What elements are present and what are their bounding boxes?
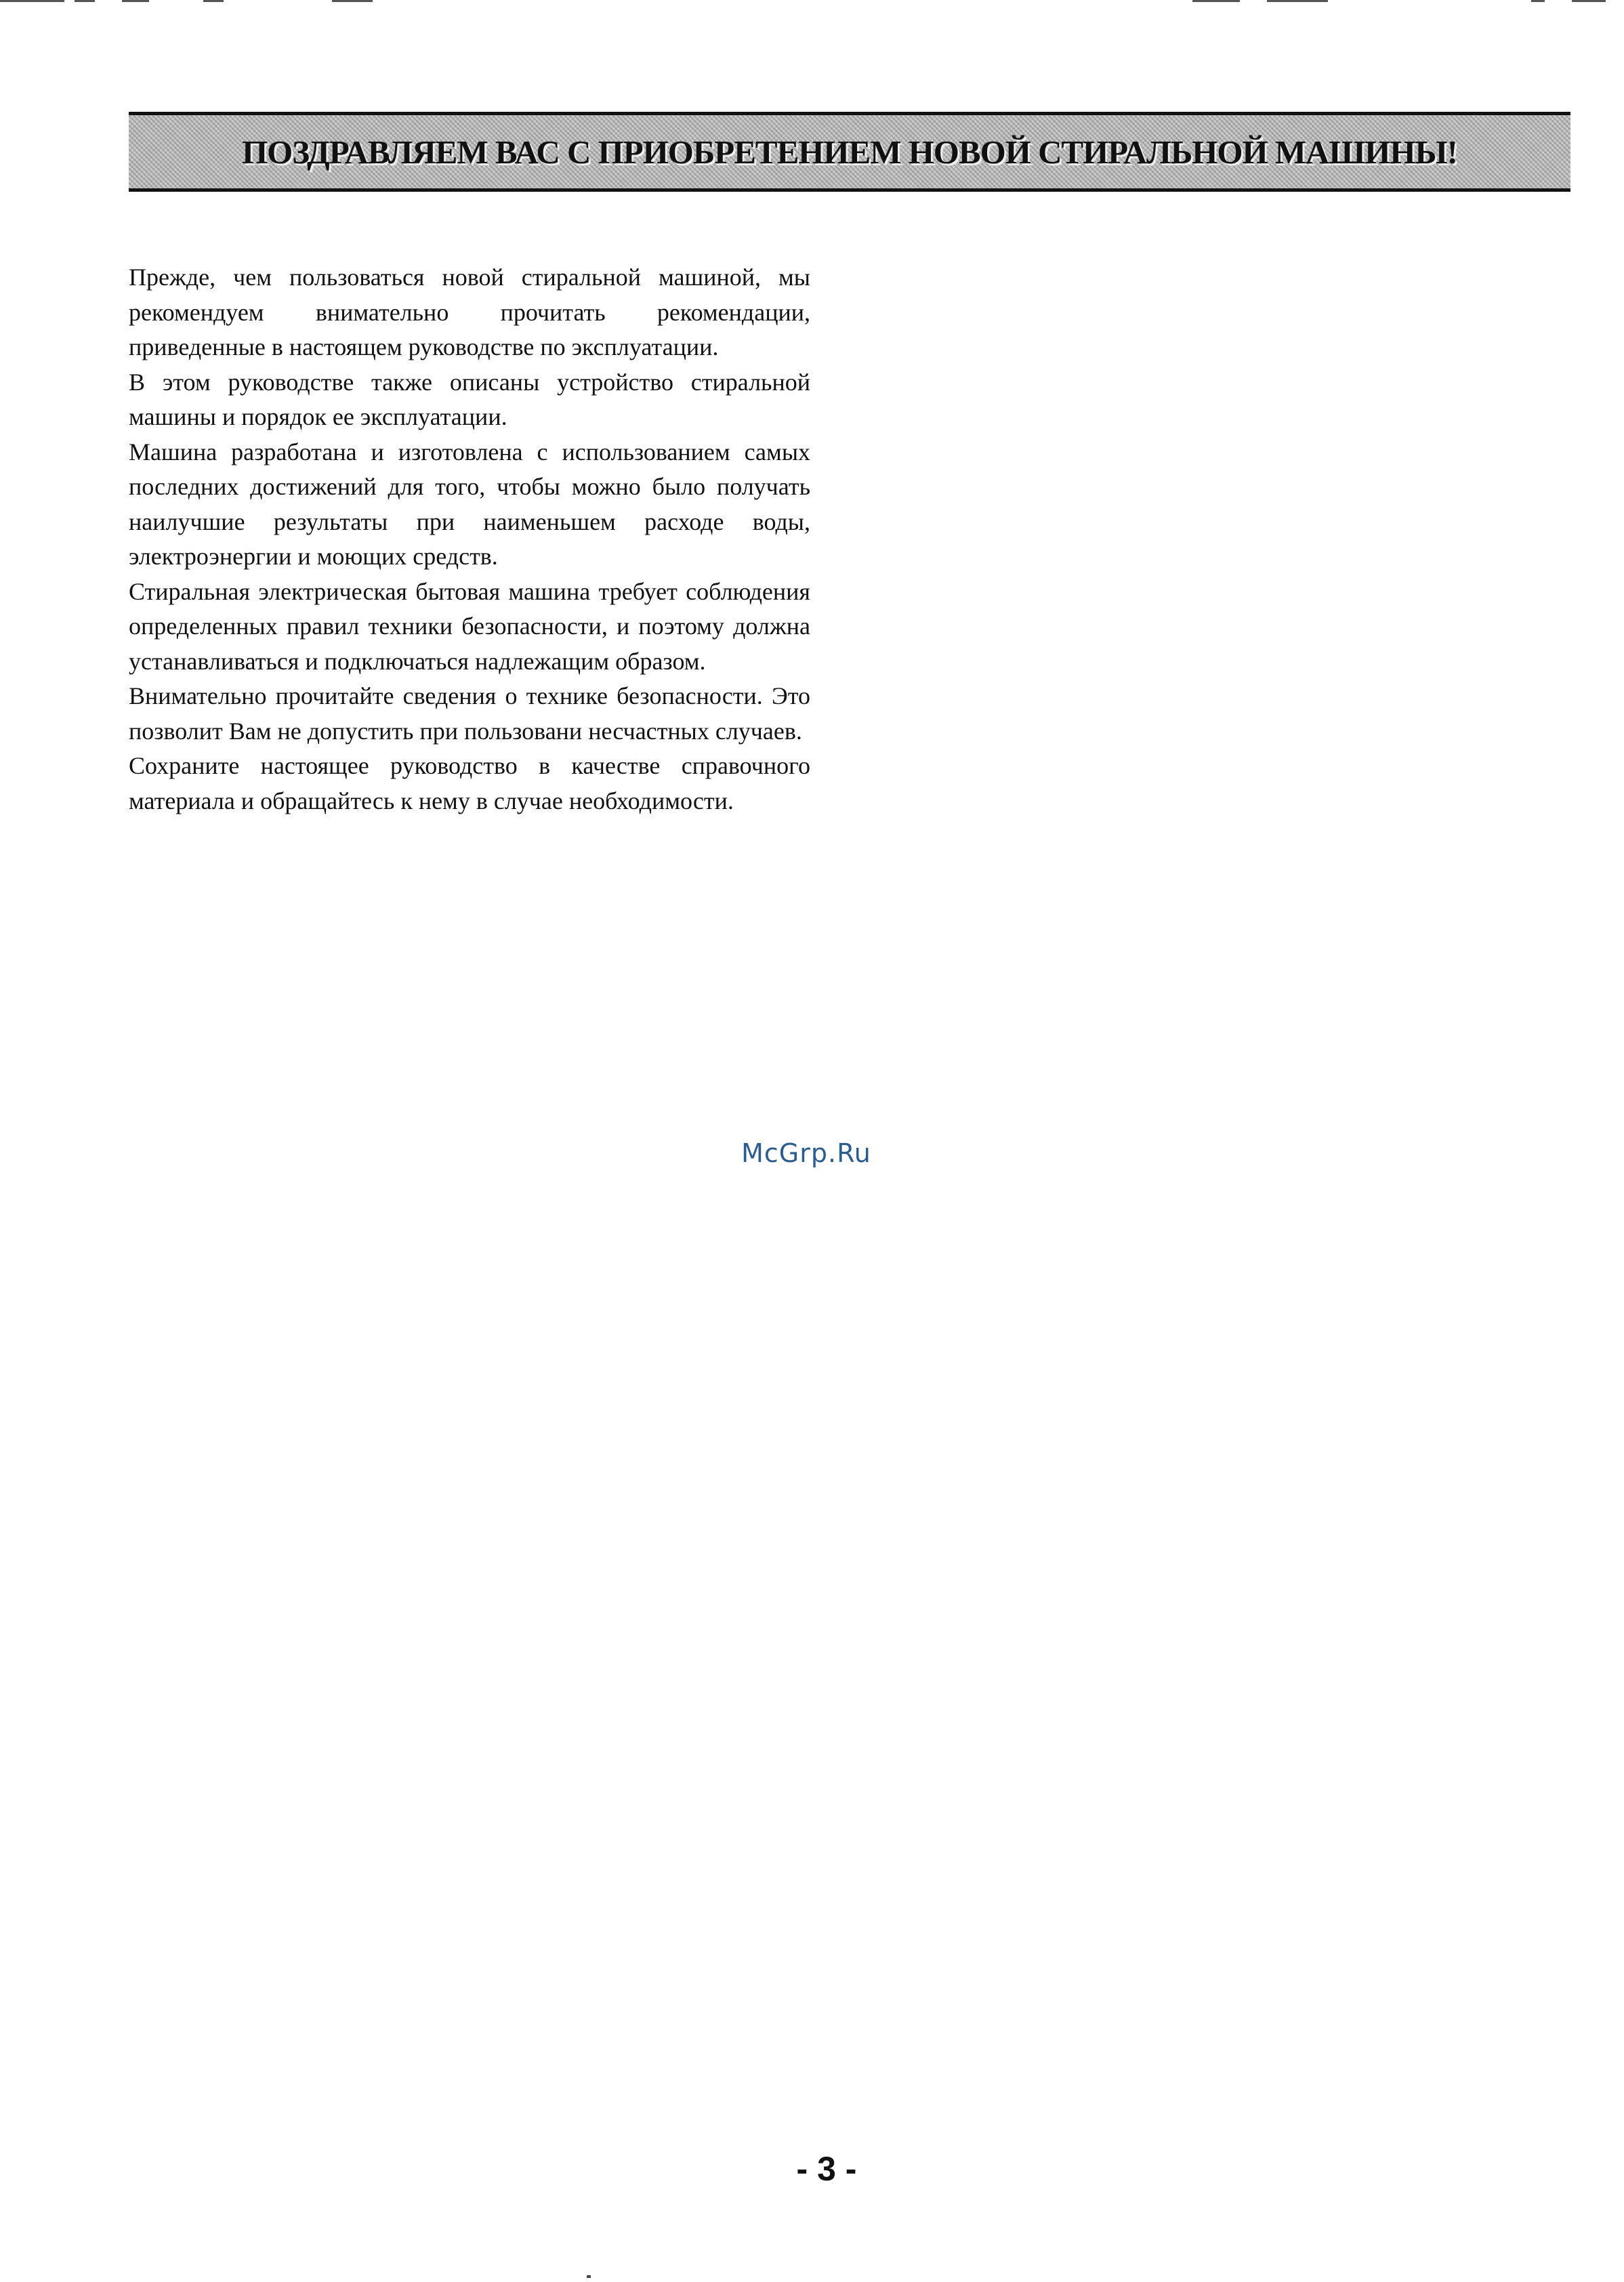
paragraph: Внимательно прочитайте сведения о технике безопасности. Это позволит Вам не допустить при пользовани несчастных случаев. [129,682,810,745]
paragraph: Машина разработана и изготовлена с использованием самых последних достижений для того, чтобы можно было получать наилучшие результаты при наименьшем расходе воды, электроэнергии и моющих средств. [129,438,810,570]
paragraph: В этом руководстве также описаны устройство стиральной машины и порядок ее эксплуатации. [129,368,810,430]
page-title: ПОЗДРАВЛЯЕМ ВАС С ПРИОБРЕТЕНИЕМ НОВОЙ СТИРАЛЬНОЙ МАШИНЫ! [242,133,1457,171]
paragraph: Стиральная электрическая бытовая машина требует соблюдения определенных правил техники безопасности, и поэтому должна устанавливаться и подключаться надлежащим образом. [129,577,810,675]
page-number: - 3 - [796,2150,857,2188]
title-banner [129,112,1570,192]
paragraph: Сохраните настоящее руководство в качестве справочного материала и обращайтесь к нему в случае необходимости. [129,752,810,814]
intro-text [129,260,810,818]
paragraph: Прежде, чем пользоваться новой стиральной машиной, мы рекомендуем внимательно прочитать рекомендации, приведенные в настоящем руководстве по эксплуатации. [129,264,810,360]
watermark: McGrp.Ru [741,1138,871,1168]
scan-artifact-marks [0,0,1624,4]
scan-speck [587,2275,591,2278]
